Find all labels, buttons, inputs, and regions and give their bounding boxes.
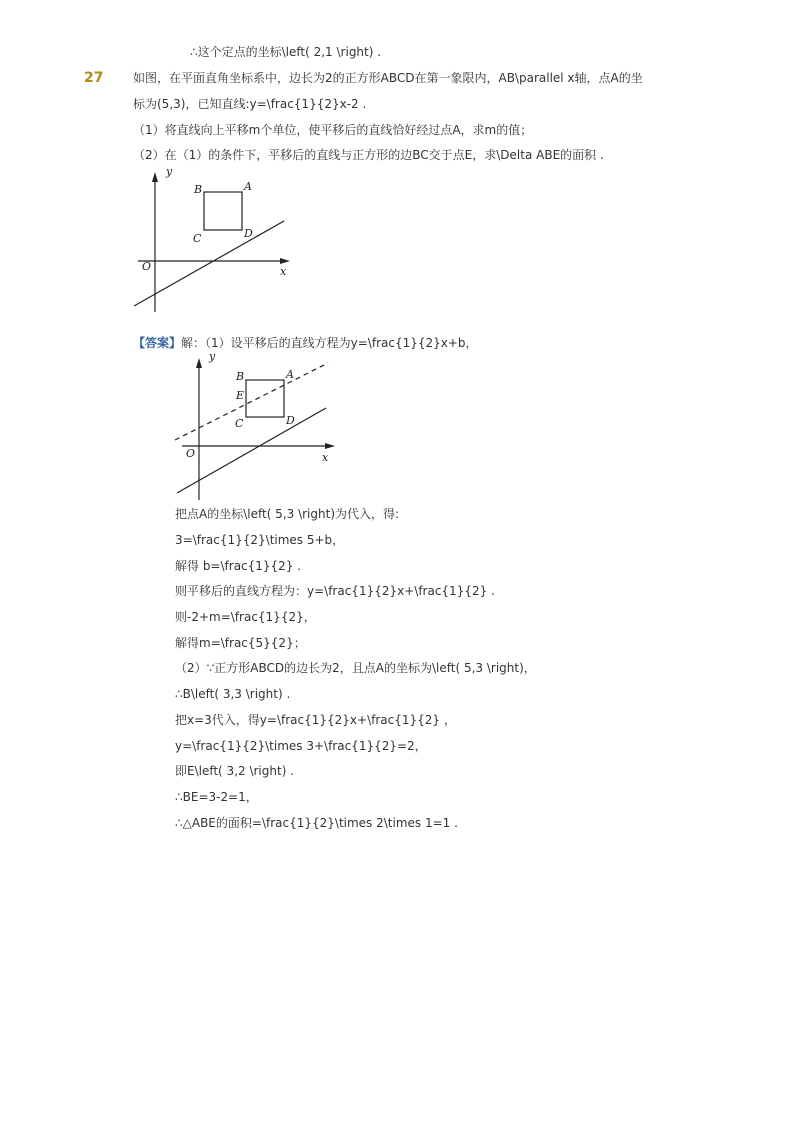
answer-label: 【答案】	[133, 336, 182, 350]
figure-1-label-c: C	[193, 232, 202, 245]
figure-2-x-arrow	[325, 443, 335, 449]
question-number: 27	[84, 70, 104, 86]
solution-step: （2）∵正方形ABCD的边长为2，且点A的坐标为\left( 5,3 \right)，	[175, 661, 536, 675]
solution-step: 解得m=\frac{5}{2}；	[175, 636, 306, 650]
question-part-1: （1）将直线向上平移m个单位，使平移后的直线恰好经过点A，求m的值；	[133, 123, 533, 137]
figure-2-square-abcd	[246, 380, 284, 417]
solution-step: 把x=3代入，得y=\frac{1}{2}x+\frac{1}{2} ，	[175, 713, 456, 727]
solution-step: 则平移后的直线方程为：y=\frac{1}{2}x+\frac{1}{2} .	[175, 584, 495, 598]
figure-2-label-d: D	[286, 414, 295, 427]
figure-2-label-c: C	[235, 417, 244, 430]
solution-step: ∴BE=3-2=1，	[175, 790, 258, 804]
solution-step: 即E\left( 3,2 \right) .	[175, 764, 295, 778]
figure-1-label-d: D	[244, 227, 253, 240]
answer-intro: 解：（1）设平移后的直线方程为y=\frac{1}{2}x+b，	[181, 336, 478, 350]
solution-step: 3=\frac{1}{2}\times 5+b，	[175, 533, 345, 547]
solution-step: ∴△ABE的面积=\frac{1}{2}\times 2\times 1=1 .	[175, 816, 458, 830]
figure-2-label-o: O	[186, 447, 196, 460]
figure-2-y-arrow	[196, 358, 202, 368]
figure-1-label-x: x	[280, 265, 287, 278]
figure-1-label-a: A	[244, 180, 252, 193]
figure-2-label-e: E	[236, 389, 245, 402]
figure-1-label-y: y	[166, 165, 173, 178]
figure-2-label-b: B	[236, 370, 245, 383]
solution-step: 解得 b=\frac{1}{2} .	[175, 559, 302, 573]
solution-step: ∴B\left( 3,3 \right) .	[175, 687, 291, 701]
figure-1-label-b: B	[194, 183, 203, 196]
question-stem-line-1: 如图，在平面直角坐标系中，边长为2的正方形ABCD在第一象限内，AB\parallel x轴，点A的坐	[133, 71, 643, 85]
previous-conclusion: ∴这个定点的坐标\left( 2,1 \right) .	[190, 45, 382, 59]
figure-2-label-y: y	[209, 350, 216, 363]
figure-2-translated-dashed-line	[175, 363, 328, 440]
figure-2-label-a: A	[286, 368, 294, 381]
figure-2-label-x: x	[322, 451, 329, 464]
question-stem-line-2: 标为(5,3)，已知直线:y=\frac{1}{2}x-2 .	[133, 97, 367, 111]
figure-1-label-o: O	[142, 260, 152, 273]
solution-step: 则-2+m=\frac{1}{2}，	[175, 610, 316, 624]
solution-step: 把点A的坐标\left( 5,3 \right)为代入，得:	[175, 507, 400, 521]
solution-step: y=\frac{1}{2}\times 3+\frac{1}{2}=2，	[175, 739, 427, 753]
question-part-2: （2）在（1）的条件下，平移后的直线与正方形的边BC交于点E，求\Delta ABE的面积 .	[133, 148, 604, 162]
